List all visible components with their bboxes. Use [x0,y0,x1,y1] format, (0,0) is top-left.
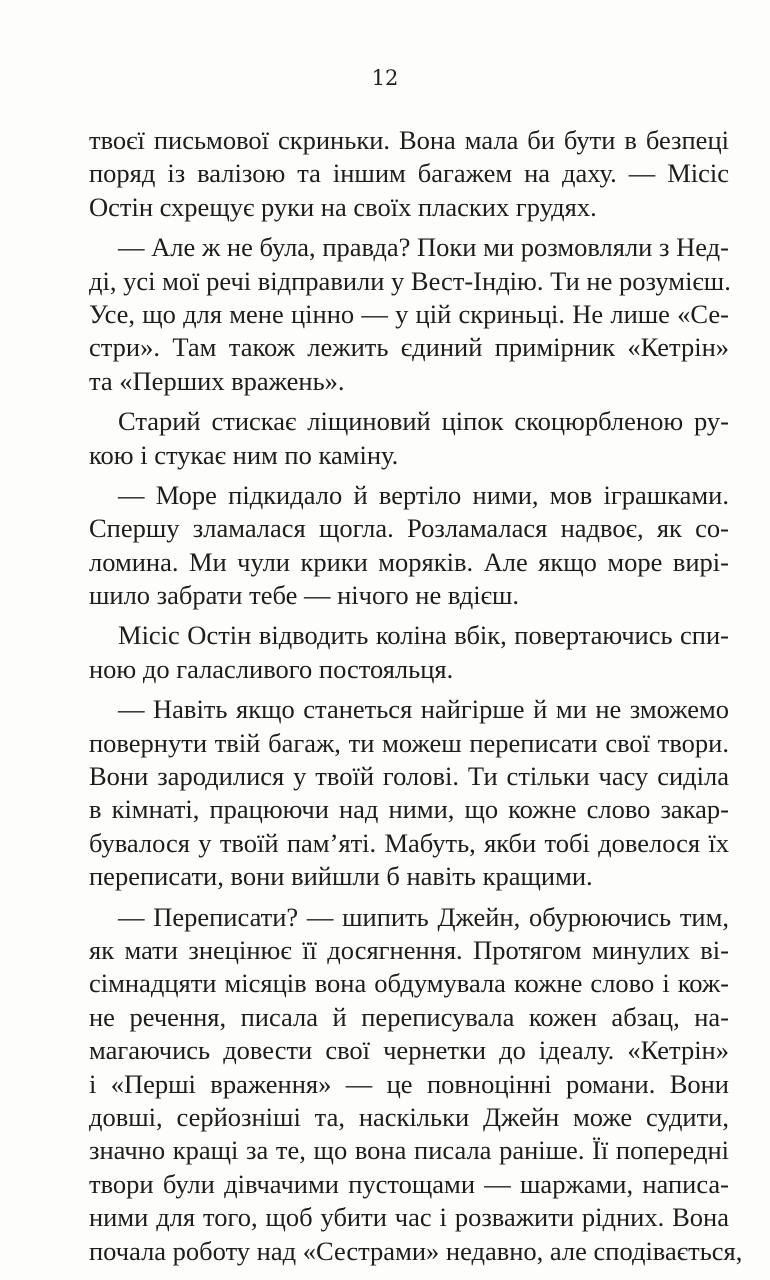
text-line: Старий стискає ліщиновий ціпок скоцюрбленою ру- [118,406,729,437]
text-line: — Море підкидало й вертіло ними, мов іграшками. [118,479,729,510]
text-line: Усе, що для мене цінно — у цій скриньці. Не лише «Се- [89,298,729,329]
text-line: кою і стукає ним по каміну. [89,439,399,470]
text-line: та «Перших вражень». [89,365,345,396]
text-line: переписати, вони вийшли б навіть кращими. [89,861,593,892]
text-line: в кімнаті, працюючи над ними, що кожне слово закар- [89,794,729,825]
text-line: стри». Там також лежить єдиний примірник «Кетрін» [89,332,729,363]
text-line: — Переписати? — шипить Джейн, обурюючись тим, [118,901,729,932]
page-number: 12 [371,66,399,90]
text-line: довші, серйозніші та, наскільки Джейн може судити, [89,1101,729,1132]
text-line: Місіс Остін відводить коліна вбік, повертаючись спи- [118,620,729,651]
text-line: Спершу зламалася щогла. Розламалася надвоє, як со- [89,513,729,544]
text-line: магаючись довести свої чернетки до ідеалу. «Кетрін» [89,1035,729,1066]
text-line: ною до галасливого постояльця. [89,653,454,684]
text-line: ломина. Ми чули крики моряків. Але якщо море вирі- [89,546,729,577]
text-line: бувалося у твоїй пам’яті. Мабуть, якби тобі довелося їх [89,827,729,858]
text-line: Остін схрещує руки на своїх пласких грудях. [89,191,597,222]
text-line: поряд із валізою та іншим багажем на даху. — Місіс [89,158,729,189]
text-line: — Але ж не була, правда? Поки ми розмовляли з Нед- [118,232,729,263]
text-line: як мати знецінює її досягнення. Протягом минулих ві- [89,934,729,965]
text-line: ними для того, щоб убити час і розважити рідних. Вона [89,1202,729,1233]
text-line: ді, усі мої речі відправили у Вест-Індію. Ти не розумієш. [89,265,731,296]
text-line: повернути твій багаж, ти можеш переписати свої твори. [89,727,729,758]
text-line: Вони зародилися у твоїй голові. Ти стільки часу сиділа [89,761,729,792]
text-line: твори були дівчачими пустощами — шаржами, написа- [89,1168,729,1199]
text-line: значно кращі за те, що вона писала раніше. Її попередні [89,1135,729,1166]
text-line: твоєї письмової скриньки. Вона мала би бути в безпеці [89,125,729,155]
text-line: не речення, писала й переписувала кожен абзац, на- [89,1001,729,1032]
text-line: шило забрати тебе — нічого не вдієш. [89,580,519,611]
text-line: почала роботу над «Сестрами» недавно, але сподівається, [89,1235,743,1266]
body-text [89,124,743,1268]
text-line: і «Перші враження» — це повноцінні романи. Вони [89,1068,729,1099]
text-line: — Навіть якщо станеться найгірше й ми не зможемо [118,694,729,725]
text-line: сімнадцяти місяців вона обдумувала кожне слово і кож- [89,968,729,999]
